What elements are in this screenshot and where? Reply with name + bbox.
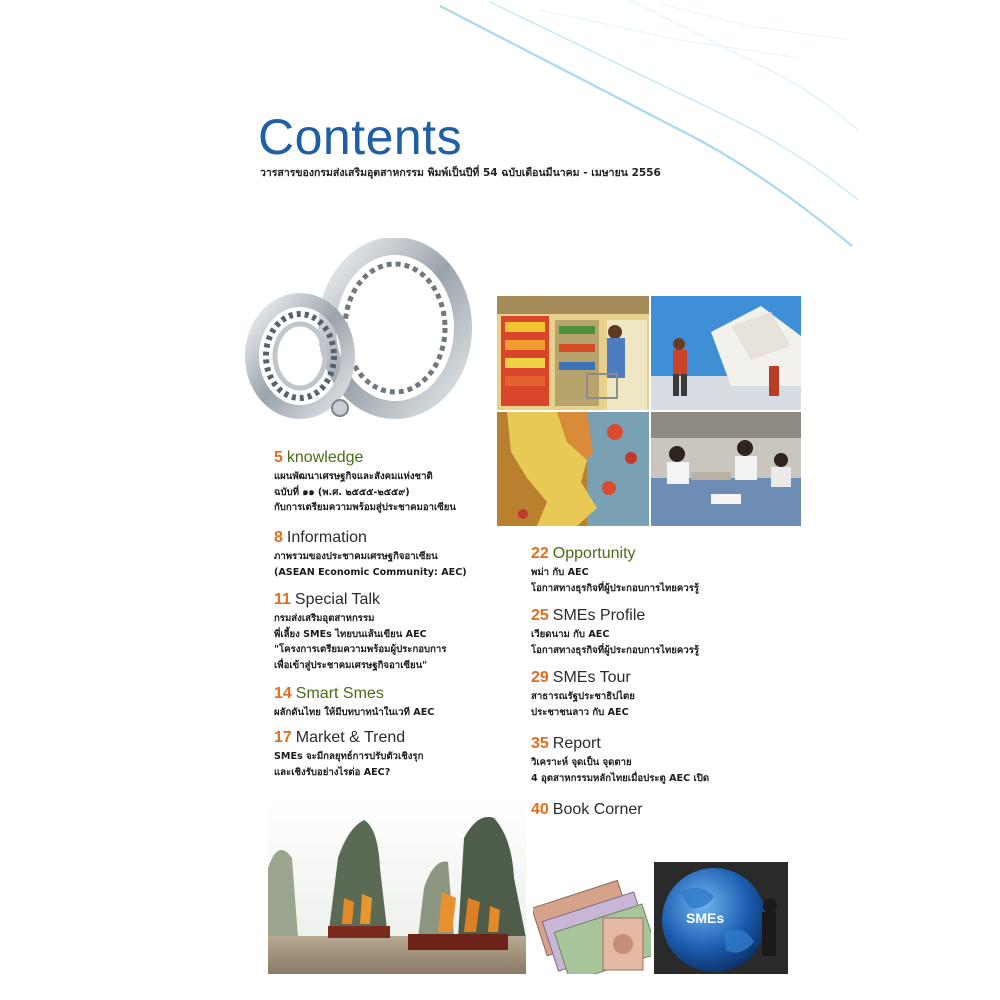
toc-description: กรมส่งเสริมอุตสาหกรรม — [274, 613, 375, 624]
toc-page-number: 11 — [274, 591, 291, 608]
toc-entry-report[interactable] — [531, 732, 791, 786]
toc-description: กับการเตรียมความพร้อมสู่ประชาคมอาเซียน — [274, 502, 456, 513]
toc-description: "โครงการเตรียมความพร้อมผู้ประกอบการ — [274, 644, 447, 655]
toc-description: (ASEAN Economic Community: AEC) — [274, 566, 467, 578]
toc-page-number: 25 — [531, 607, 549, 624]
toc-section-title: SMEs Profile — [552, 607, 646, 624]
toc-page-number: 35 — [531, 735, 549, 752]
toc-description: โอกาสทางธุรกิจที่ผู้ประกอบการไทยควรรู้ — [531, 582, 700, 594]
toc-page-number: 5 — [274, 449, 283, 466]
toc-section-title: Smart Smes — [295, 685, 384, 702]
toc-section-title: Book Corner — [552, 801, 643, 818]
toc-entry-smart-smes[interactable] — [274, 682, 534, 721]
toc-page-number: 8 — [274, 529, 283, 546]
toc-entry-special-talk[interactable] — [274, 588, 534, 673]
toc-description: และเชิงรับอย่างไรต่อ AEC? — [274, 766, 391, 778]
toc-description: โอกาสทางธุรกิจที่ผู้ประกอบการไทยควรรู้ — [531, 644, 700, 656]
toc-section-title: Information — [286, 529, 367, 546]
toc-section-title: SMEs Tour — [552, 669, 631, 686]
toc-page-number: 14 — [274, 685, 292, 702]
toc-description: เพื่อเข้าสู่ประชาคมเศรษฐกิจอาเซียน" — [274, 659, 428, 671]
toc-section-title: Special Talk — [294, 591, 381, 608]
toc-description: SMEs จะมีกลยุทธ์การปรับตัวเชิงรุก — [274, 751, 424, 762]
toc-page-number: 22 — [531, 545, 549, 562]
toc-description: พี่เลี้ยง SMEs ไทยบนเส้นเขียน AEC — [274, 628, 427, 640]
toc-entry-knowledge[interactable] — [274, 446, 534, 516]
toc-description: แผนพัฒนาเศรษฐกิจและสังคมแห่งชาติ — [274, 471, 433, 482]
toc-page-number: 29 — [531, 669, 549, 686]
toc-section-title: knowledge — [286, 449, 364, 466]
toc-section-title: Opportunity — [552, 545, 636, 562]
toc-page-number: 17 — [274, 729, 292, 746]
worker-photo — [651, 296, 801, 410]
toc-description: สาธารณรัฐประชาธิปไตย — [531, 691, 635, 702]
decorative-lines — [430, 0, 860, 260]
toc-description: วิเคราะห์ จุดเป็น จุดตาย — [531, 757, 632, 768]
toc-entry-book-corner[interactable] — [531, 798, 791, 821]
toc-description: ภาพรวมของประชาคมเศรษฐกิจอาเซียน — [274, 551, 438, 562]
banknotes-photo — [533, 862, 651, 974]
toc-page-number: 40 — [531, 801, 549, 818]
factory-photo — [651, 412, 801, 526]
page-title: Contents — [258, 109, 463, 165]
toc-entry-market-trend[interactable] — [274, 726, 534, 780]
toc-description: ประชาชนลาว กับ AEC — [531, 706, 629, 718]
toc-description: 4 อุตสาหกรรมหลักไทยเมื่อประตู AEC เปิด — [531, 772, 710, 784]
bearings-photo — [240, 238, 472, 428]
toc-description: ผลักดันไทย ให้มีบทบาทนำในเวที AEC — [274, 707, 435, 718]
globe-label: SMEs — [686, 910, 725, 926]
halong-bay-photo — [268, 798, 526, 974]
toc-description: พม่า กับ AEC — [531, 567, 589, 578]
toc-entry-smes-profile[interactable] — [531, 604, 791, 658]
toc-section-title: Report — [552, 735, 601, 752]
toc-entry-information[interactable] — [274, 526, 534, 580]
toc-entry-opportunity[interactable] — [531, 542, 791, 596]
toc-entry-smes-tour[interactable] — [531, 666, 791, 720]
supermarket-photo — [497, 296, 649, 410]
toc-section-title: Market & Trend — [295, 729, 406, 746]
toc-description: ฉบับที่ ๑๑ (พ.ศ. ๒๕๕๕-๒๕๕๙) — [274, 486, 410, 498]
page-subtitle: วารสารของกรมส่งเสริมอุตสาหกรรม พิมพ์เป็นปีที่ 54 ฉบับเดือนมีนาคม - เมษายน 2556 — [260, 167, 661, 179]
toc-description: เวียดนาม กับ AEC — [531, 629, 610, 640]
